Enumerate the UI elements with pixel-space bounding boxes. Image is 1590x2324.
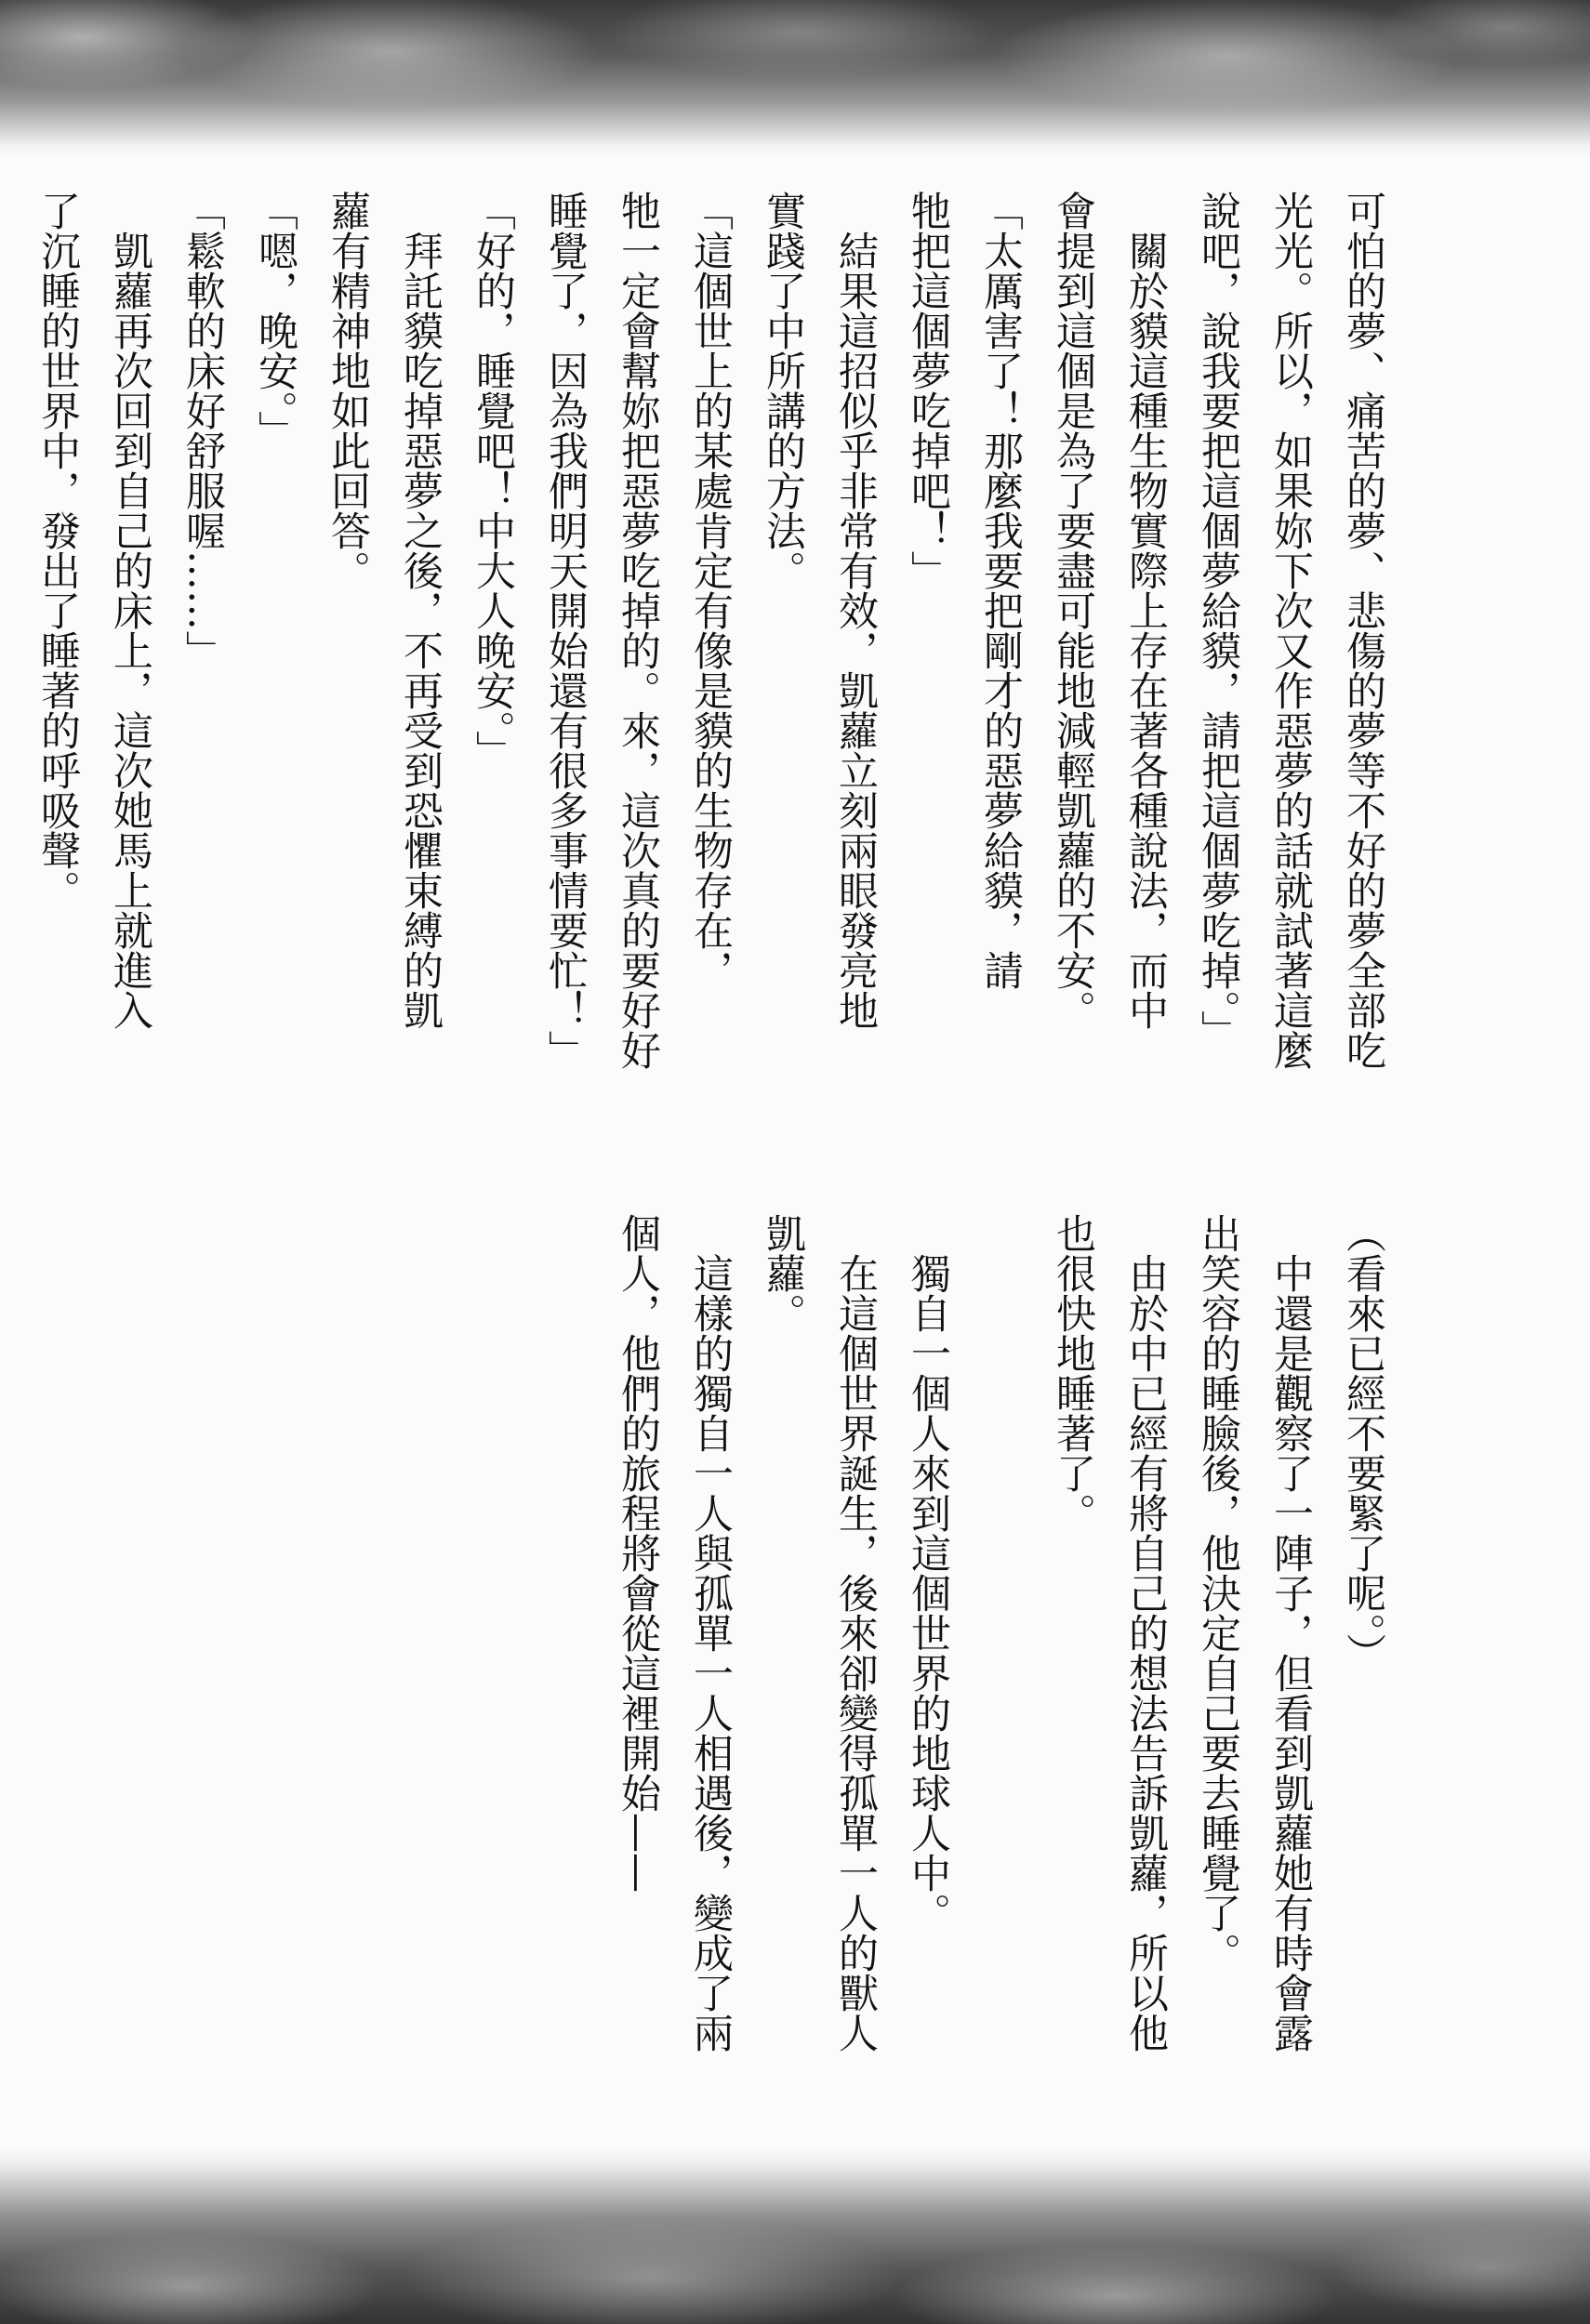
text-line: 牠把這個夢吃掉吧！」 [905,191,951,590]
text-block-upper [21,191,1399,1139]
text-line: 了沉睡的世界中，發出了睡著的呼吸聲。 [34,191,81,910]
text-line: 蘿有精神地如此回答。 [325,191,371,590]
text-line: 關於貘這種生物實際上存在著各種說法，而中 [1122,191,1169,1030]
text-block-lower [602,1213,1399,2143]
text-line: 「嗯，晚安。」 [252,191,298,451]
text-line [964,1213,1037,2143]
text-line: 獨自一個人來到這個世界的地球人中。 [905,1213,951,1933]
text-line: 睡覺了，因為我們明天開始還有很多事情要忙！」 [542,191,589,1070]
text-line: 「太厲害了！那麼我要把剛才的惡夢給貘，請 [977,191,1024,990]
text-line: 個人，他們的旅程將會從這裡開始—— [615,1213,661,1893]
text-line: 這樣的獨自一人與孤單一人相遇後，變成了兩 [687,1213,734,2053]
text-line: 牠一定會幫妳把惡夢吃掉的。來，這次真的要好好 [615,191,661,1070]
text-line: 光光。所以，如果妳下次又作惡夢的話就試著這麼 [1267,191,1314,1070]
text-line: 由於中已經有將自己的想法告訴凱蘿，所以他 [1122,1213,1169,2053]
text-line: 出笑容的睡臉後，他決定自己要去睡覺了。 [1195,1213,1241,1973]
text-line: 實踐了中所講的方法。 [760,191,806,590]
text-line: 在這個世界誕生，後來卻變得孤單一人的獸人 [832,1213,879,2053]
text-line: 可怕的夢、痛苦的夢、悲傷的夢等不好的夢全部吃 [1340,191,1386,1070]
text-line: 也很快地睡著了。 [1050,1213,1096,1533]
text-line: （看來已經不要緊了呢。） [1340,1213,1386,1673]
text-line: 拜託貘吃掉惡夢之後，不再受到恐懼束縛的凱 [397,191,444,1030]
cloud-border-top [0,0,1590,158]
text-line: 結果這招似乎非常有效，凱蘿立刻兩眼發亮地 [832,191,879,1030]
text-line: 說吧，說我要把這個夢給貘，請把這個夢吃掉。」 [1195,191,1241,1050]
text-line: 中還是觀察了一陣子，但看到凱蘿她有時會露 [1267,1213,1314,2053]
text-line: 「這個世上的某處肯定有像是貘的生物存在， [687,191,734,990]
text-line: 凱蘿。 [760,1213,806,1333]
text-line: 凱蘿再次回到自己的床上，這次她馬上就進入 [107,191,153,1030]
text-line: 會提到這個是為了要盡可能地減輕凱蘿的不安。 [1050,191,1096,1030]
text-line: 「好的，睡覺吧！中大人晚安。」 [470,191,516,771]
text-line: 「鬆軟的床好舒服喔……」 [179,191,226,670]
cloud-border-bottom [0,2147,1590,2324]
